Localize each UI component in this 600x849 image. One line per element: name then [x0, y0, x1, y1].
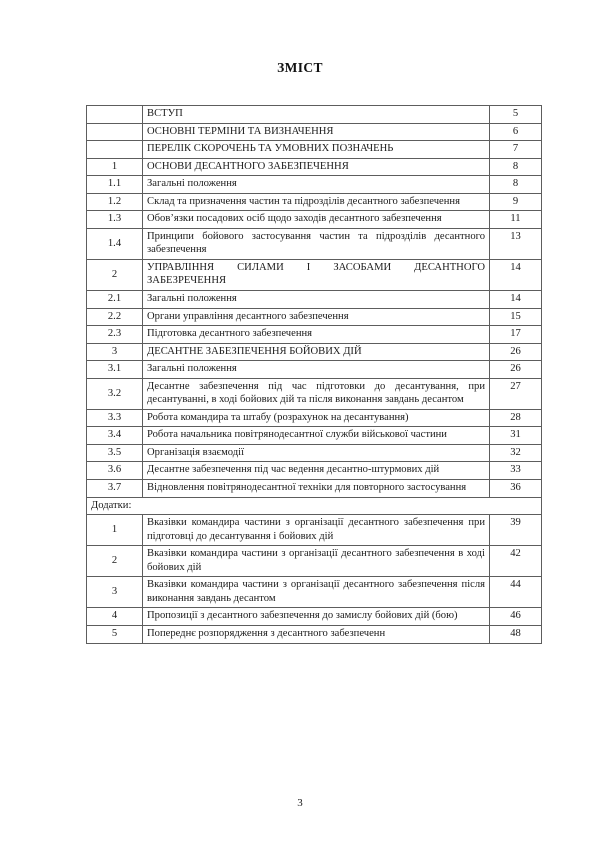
appendix-row-page: 39 [490, 515, 542, 546]
toc-row-title[interactable]: ОСНОВНІ ТЕРМІНИ ТА ВИЗНАЧЕННЯ [143, 123, 490, 141]
toc-row-page: 33 [490, 462, 542, 480]
toc-row-number: 1 [87, 158, 143, 176]
appendix-row-title[interactable]: Вказівки командира частини з організації десантного забезпечення в ході бойових дій [143, 546, 490, 577]
appendix-row-number: 2 [87, 546, 143, 577]
toc-row-page: 8 [490, 176, 542, 194]
appendix-table-row [87, 577, 542, 608]
toc-row-page: 31 [490, 427, 542, 445]
appendix-table-row [87, 625, 542, 643]
appendix-row-title[interactable]: Вказівки командира частини з організації десантного забезпечення після виконання завдань десантом [143, 577, 490, 608]
toc-row-number: 3.2 [87, 378, 143, 409]
toc-row-number: 1.4 [87, 228, 143, 259]
table-row [87, 427, 542, 445]
appendix-row-page: 42 [490, 546, 542, 577]
toc-row-page: 6 [490, 123, 542, 141]
table-row [87, 308, 542, 326]
toc-row-title[interactable]: Робота начальника повітрянодесантної служби військової частини [143, 427, 490, 445]
toc-row-page: 14 [490, 291, 542, 309]
toc-row-number: 2.3 [87, 326, 143, 344]
toc-row-page: 28 [490, 409, 542, 427]
appendix-row-page: 44 [490, 577, 542, 608]
table-row [87, 361, 542, 379]
table-row [87, 444, 542, 462]
toc-row-number: 1.1 [87, 176, 143, 194]
table-row [87, 326, 542, 344]
toc-row-title[interactable]: Органи управління десантного забезпечення [143, 308, 490, 326]
toc-row-number: 2.2 [87, 308, 143, 326]
table-row [87, 193, 542, 211]
page-footer-number: 3 [297, 797, 303, 809]
toc-row-page: 27 [490, 378, 542, 409]
toc-row-title[interactable]: ПЕРЕЛІК СКОРОЧЕНЬ ТА УМОВНИХ ПОЗНАЧЕНЬ [143, 141, 490, 159]
toc-row-page: 8 [490, 158, 542, 176]
toc-row-title[interactable]: ОСНОВИ ДЕСАНТНОГО ЗАБЕЗПЕЧЕННЯ [143, 158, 490, 176]
toc-row-title[interactable]: Десантне забезпечення під час ведення десантно-штурмових дій [143, 462, 490, 480]
toc-row-number: 3.3 [87, 409, 143, 427]
toc-row-number [87, 106, 143, 124]
toc-row-number: 3.6 [87, 462, 143, 480]
appendix-row-number: 4 [87, 608, 143, 626]
table-row [87, 158, 542, 176]
toc-row-title[interactable]: Загальні положення [143, 176, 490, 194]
toc-row-number [87, 141, 143, 159]
toc-row-title[interactable]: ВСТУП [143, 106, 490, 124]
toc-body [87, 106, 542, 644]
appendix-table-row [87, 515, 542, 546]
toc-row-title[interactable]: УПРАВЛІННЯ СИЛАМИ І ЗАСОБАМИ ДЕСАНТНОГО ЗАБЕЗРЕЧЕННЯ [143, 259, 490, 290]
appendix-row-page: 46 [490, 608, 542, 626]
table-row [87, 291, 542, 309]
toc-row-number: 3.7 [87, 480, 143, 498]
toc-row-page: 26 [490, 361, 542, 379]
table-of-contents [86, 105, 542, 644]
toc-row-page: 13 [490, 228, 542, 259]
table-row [87, 228, 542, 259]
table-row [87, 259, 542, 290]
toc-row-number: 2.1 [87, 291, 143, 309]
appendix-header-row [87, 497, 542, 515]
appendix-row-title[interactable]: Пропозиції з десантного забезпечення до замислу бойових дій (бою) [143, 608, 490, 626]
appendix-header-label: Додатки: [87, 497, 542, 515]
toc-row-title[interactable]: Склад та призначення частин та підрозділів десантного забезпечення [143, 193, 490, 211]
toc-row-page: 17 [490, 326, 542, 344]
table-row [87, 141, 542, 159]
appendix-row-title[interactable]: Попереднє розпорядження з десантного забезпеченн [143, 625, 490, 643]
page-title: ЗМІСТ [277, 60, 323, 75]
toc-row-page: 7 [490, 141, 542, 159]
toc-row-title[interactable]: Відновлення повітрянодесантної техніки для повторного застосування [143, 480, 490, 498]
toc-row-title[interactable]: Підготовка десантного забезпечення [143, 326, 490, 344]
toc-row-title[interactable]: Загальні положення [143, 361, 490, 379]
toc-row-number: 3.5 [87, 444, 143, 462]
toc-row-page: 5 [490, 106, 542, 124]
table-row [87, 343, 542, 361]
toc-row-title[interactable]: Робота командира та штабу (розрахунок на десантування) [143, 409, 490, 427]
table-row [87, 176, 542, 194]
appendix-row-number: 5 [87, 625, 143, 643]
toc-row-number: 2 [87, 259, 143, 290]
toc-row-number: 1.2 [87, 193, 143, 211]
appendix-row-page: 48 [490, 625, 542, 643]
toc-row-page: 15 [490, 308, 542, 326]
toc-row-number: 3.4 [87, 427, 143, 445]
appendix-table-row [87, 608, 542, 626]
toc-row-page: 14 [490, 259, 542, 290]
table-row [87, 106, 542, 124]
toc-row-title[interactable]: ДЕСАНТНЕ ЗАБЕЗПЕЧЕННЯ БОЙОВИХ ДІЙ [143, 343, 490, 361]
toc-row-page: 32 [490, 444, 542, 462]
table-row [87, 378, 542, 409]
table-row [87, 123, 542, 141]
toc-row-page: 11 [490, 211, 542, 229]
table-row [87, 462, 542, 480]
toc-row-title[interactable]: Обов’язки посадових осіб щодо заходів десантного забезпечення [143, 211, 490, 229]
toc-row-title[interactable]: Загальні положення [143, 291, 490, 309]
appendix-row-number: 3 [87, 577, 143, 608]
toc-row-title[interactable]: Десантне забезпечення під час підготовки до десантування, при десантуванні, в ході бойових дій та після виконання завдань десантом [143, 378, 490, 409]
toc-row-number: 3 [87, 343, 143, 361]
toc-row-title[interactable]: Принципи бойового застосування частин та підрозділів десантного забезпечення [143, 228, 490, 259]
toc-row-page: 26 [490, 343, 542, 361]
toc-row-number: 1.3 [87, 211, 143, 229]
table-row [87, 409, 542, 427]
toc-row-page: 9 [490, 193, 542, 211]
appendix-row-number: 1 [87, 515, 143, 546]
toc-row-number [87, 123, 143, 141]
toc-row-page: 36 [490, 480, 542, 498]
appendix-row-title[interactable]: Вказівки командира частини з організації десантного забезпечення при підготовці до десантування і бойових дій [143, 515, 490, 546]
table-row [87, 480, 542, 498]
toc-row-number: 3.1 [87, 361, 143, 379]
appendix-table-row [87, 546, 542, 577]
toc-row-title[interactable]: Організація взаємодії [143, 444, 490, 462]
table-row [87, 211, 542, 229]
